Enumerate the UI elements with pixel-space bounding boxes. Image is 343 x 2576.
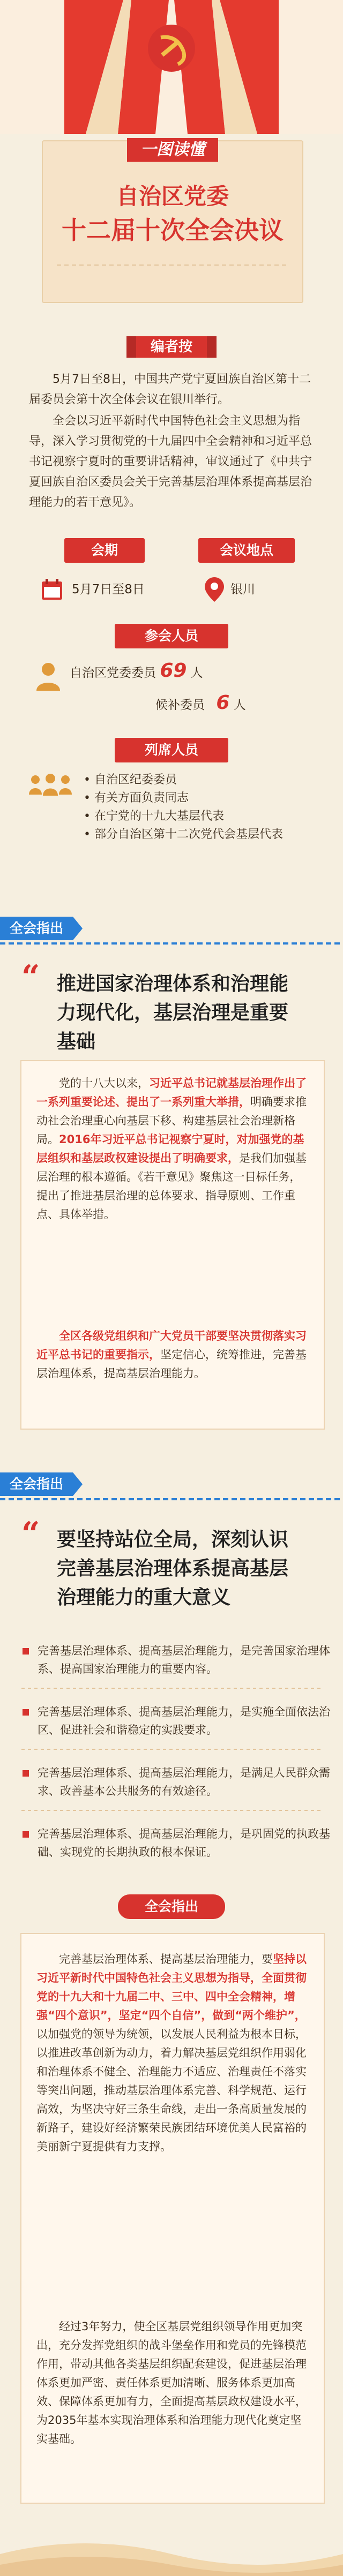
section-1-card-paragraph-1 bbox=[36, 1074, 309, 1224]
title-divider bbox=[57, 265, 288, 266]
significance-item: 完善基层治理体系、提高基层治理能力，是完善国家治理体系、提高国家治理能力的重要内容。 bbox=[21, 1642, 338, 1678]
alternate-unit: 人 bbox=[233, 698, 246, 712]
s1-text-a: 党的十八大以来， bbox=[59, 1077, 149, 1090]
s1-p2-red: 全区各级党组织和广大党员干部要坚决贯彻落实习近平总书记的重要指示， bbox=[36, 1329, 307, 1361]
meeting-time-value: 5月7日至8日 bbox=[72, 583, 145, 596]
meeting-place-label: 会议地点 bbox=[198, 538, 295, 563]
s1-p2-b: 坚定信心，统筹推进，完善基层治理体系，提高基层治理能力。 bbox=[36, 1348, 307, 1380]
item-divider bbox=[21, 1810, 322, 1811]
item-divider bbox=[21, 1688, 322, 1689]
footer-decoration bbox=[0, 2511, 343, 2576]
significance-item: 完善基层治理体系、提高基层治理能力，是巩固党的执政基础、实现党的长期执政的根本保证。 bbox=[21, 1825, 338, 1861]
title-ribbon: 一图读懂 bbox=[127, 138, 218, 162]
member-count: 69 bbox=[160, 660, 187, 682]
section-2-headline: 要坚持站位全局，深刻认识完善基层治理体系提高基层治理能力的重大意义 bbox=[57, 1528, 289, 1608]
significance-item: 完善基层治理体系、提高基层治理能力，是满足人民群众需求、改善基本公共服务的有效途径。 bbox=[21, 1764, 338, 1800]
editor-paragraph-2: 全会以习近平新时代中国特色社会主义思想为指导，深入学习贯彻党的十九届四中全会精神和习近平总书记视察宁夏时的重要讲话精神，审议通过了《中共宁夏回族自治区委员会关于完善基层治理体系提高基层治理能力的若干意见》。 bbox=[29, 414, 312, 509]
section-3-card bbox=[20, 1933, 325, 2504]
observer-item: • 部分自治区第十二次党代会基层代表 bbox=[84, 826, 283, 844]
quote-mark-icon: “ bbox=[21, 958, 40, 996]
hero-banner bbox=[0, 0, 343, 134]
s3-text-b: 以加强党的领导为统领，以发展人民利益为根本目标，以推进改革创新为动力，着力解决基层党组织作用弱化和治理体系不健全、治理能力不适应、治理责任不落实等突出问题，推动基层治理体系完善、科学规范、运行高效，为坚决守好三条生命线，走出一条高质量发展的新路子，建设好经济繁荣民族团结环境优美人民富裕的美丽新宁夏提供有力支撑。 bbox=[36, 2028, 307, 2153]
significance-item: 完善基层治理体系、提高基层治理能力，是实施全面依法治区、促进社会和谐稳定的实践要求。 bbox=[21, 1703, 338, 1739]
observer-item: • 自治区纪委委员 bbox=[84, 771, 283, 789]
s1-text-b: 明确要求推动社会治理重心向基层下移、构建基层社会治理新格局。 bbox=[36, 1096, 307, 1146]
hammer-sickle-icon bbox=[145, 21, 198, 75]
observers-label: 列席人员 bbox=[115, 738, 228, 762]
section-1-headline: 推进国家治理体系和治理能力现代化，基层治理是重要基础 bbox=[57, 972, 289, 1053]
section-1-card-paragraph-2 bbox=[36, 1327, 309, 1383]
member-line bbox=[70, 660, 203, 682]
observer-list bbox=[84, 771, 283, 844]
title-line-1: 自治区党委 bbox=[116, 183, 229, 209]
title-box bbox=[42, 140, 303, 303]
observer-item: • 有关方面负责同志 bbox=[84, 789, 283, 807]
section-2-tag: 全会指出 bbox=[0, 1472, 73, 1496]
member-text: 自治区党委委员 bbox=[70, 666, 156, 680]
person-icon bbox=[32, 660, 64, 692]
calendar-icon bbox=[40, 577, 64, 602]
section-3-paragraph-2: 经过3年努力，使全区基层党组织领导作用更加突出，充分发挥党组织的战斗堡垒作用和党员的先锋模范作用，带动其他各类基层组织配套建设，促进基层治理体系更加严密、责任体系更加清晰、服务体系更加高效、保障体系更加有力，全面提高基层政权建设水平，为2035年基本实现治理体系和治理能力现代化奠定坚实基础。 bbox=[36, 2320, 307, 2445]
observer-item: • 在宁党的十九大基层代表 bbox=[84, 807, 283, 826]
alternate-text: 候补委员 bbox=[155, 698, 205, 712]
section-3-paragraph-1 bbox=[36, 1950, 309, 2156]
s1-text-c: 是我们加强基层治理的根本遵循。《若干意见》聚焦这一目标任务，提出了推进基层治理的总体要求、指导原则、工作重点、具体举措。 bbox=[36, 1152, 307, 1221]
item-divider bbox=[21, 1749, 322, 1750]
section-3-tag: 全会指出 bbox=[118, 1894, 225, 1919]
alternate-line bbox=[155, 692, 246, 714]
section-1-tag: 全会指出 bbox=[0, 917, 73, 940]
member-unit: 人 bbox=[190, 666, 203, 680]
editor-label: 编者按 bbox=[134, 336, 209, 358]
attendees-label: 参会人员 bbox=[115, 624, 228, 648]
section-1-divider bbox=[0, 942, 343, 945]
alternate-count: 6 bbox=[216, 692, 230, 714]
quote-mark-icon: “ bbox=[21, 1515, 40, 1553]
section-2-divider bbox=[0, 1498, 343, 1500]
group-people-icon bbox=[28, 771, 73, 803]
s1-text-red: 习近平总书记就基层治理作出了一系列重要论述、提出了一系列重大举措， bbox=[36, 1077, 307, 1108]
meeting-time-label: 会期 bbox=[64, 538, 145, 563]
section-1-card bbox=[20, 1060, 325, 1430]
s3-text-red: 坚持以习近平新时代中国特色社会主义思想为指导，全面贯彻党的十九大和十九届二中、三中、四中全会精神，增强“四个意识”，坚定“四个自信”，做到“两个维护”， bbox=[36, 1953, 307, 2022]
s1-text-red2: 2016年习近平总书记视察宁夏时，对加强党的基层组织和基层政权建设提出了明确要求， bbox=[36, 1133, 304, 1165]
meeting-place-value: 银川 bbox=[230, 583, 255, 596]
editor-paragraph-1: 5月7日至8日，中国共产党宁夏回族自治区第十二届委员会第十次全体会议在银川举行。 bbox=[29, 373, 311, 406]
title-line-2: 十二届十次全会决议 bbox=[62, 216, 284, 245]
location-pin-icon bbox=[204, 576, 225, 603]
s3-text-a: 完善基层治理体系、提高基层治理能力，要 bbox=[59, 1953, 273, 1966]
